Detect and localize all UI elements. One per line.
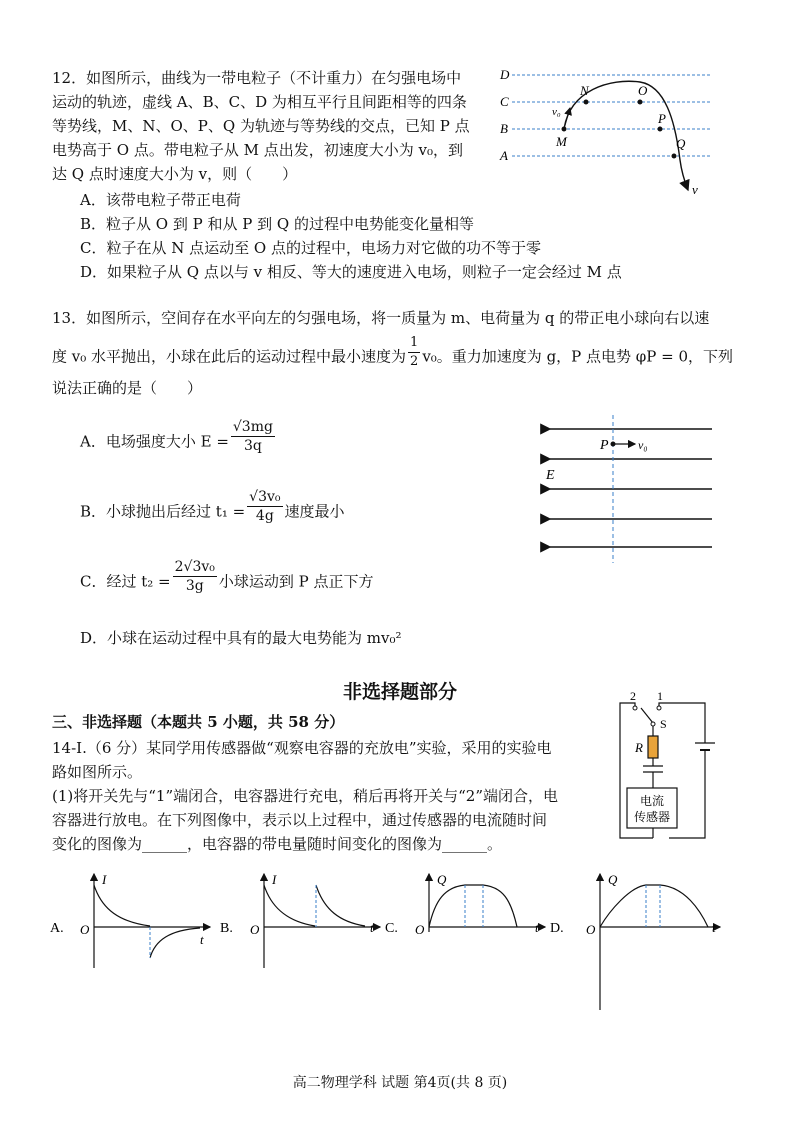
q12-line2: 运动的轨迹，虚线 A、B、C、D 为相互平行且间距相等的四条: [52, 93, 467, 111]
graph-b: [220, 870, 390, 970]
q13-frac-den: 2: [410, 354, 419, 369]
q13-line1: 13．如图所示，空间存在水平向左的匀强电场，将一质量为 m、电荷量为 q 的带正电小球向右以速: [52, 309, 710, 327]
q12-figure: [490, 60, 720, 210]
q12-line4: 电势高于 O 点。带电粒子从 M 点出发，初速度大小为 v₀，到: [52, 141, 463, 159]
q13-line2: [52, 335, 734, 371]
q13-optb-num: √3v₀: [249, 489, 281, 505]
label-d: D: [500, 67, 510, 82]
graph-c-label: C.: [385, 921, 398, 936]
graph-d-label: D.: [550, 921, 564, 936]
graph-a-xaxis: t: [200, 932, 204, 947]
q13-opta-text: A．电场强度大小 E =: [80, 432, 229, 451]
graph-d: [550, 870, 730, 1020]
q13-opta-num: √3mg: [232, 419, 273, 435]
q13-frac-num: 1: [408, 334, 420, 353]
q13-optb-fraction: [247, 488, 282, 525]
label-p: P: [658, 111, 666, 126]
q12-line5: 达 Q 点时速度大小为 v，则（ ）: [52, 165, 298, 183]
q14-line3: (1)将开关先与“1”端闭合，电容器进行充电，稍后再将开关与“2”端闭合，电: [52, 787, 559, 805]
graph-a: [50, 870, 220, 970]
label-o: O: [638, 83, 648, 98]
graph-d-xaxis: t: [712, 920, 716, 935]
label-v0: v₀: [552, 106, 561, 118]
graph-a-origin: O: [80, 922, 90, 937]
q13-line2a: 度 v₀ 水平抛出，小球在此后的运动过程中最小速度为: [52, 347, 407, 366]
q12-option-b: B．粒子从 O 到 P 和从 P 到 Q 的过程中电势能变化量相等: [80, 215, 474, 233]
q13-fraction: [408, 334, 420, 371]
label-v: v: [692, 182, 698, 197]
q14-circuit: [605, 688, 720, 848]
switch-label: S: [660, 717, 667, 731]
label-p: P: [600, 438, 609, 453]
label-c: C: [500, 94, 509, 109]
label-q: Q: [676, 136, 686, 151]
field-lines: [550, 429, 712, 547]
q13-optb-den: 4g: [255, 508, 274, 524]
graph-c-xaxis: t: [535, 920, 539, 935]
q13-optc-text: C．经过 t₂ =: [80, 572, 171, 591]
q13-option-b: [80, 489, 345, 525]
section-heading: 三、非选择题（本题共 5 小题，共 58 分）: [52, 713, 345, 731]
point-o: [638, 100, 643, 105]
q12-option-a: A．该带电粒子带正电荷: [80, 191, 241, 209]
q13-option-d: D．小球在运动过程中具有的最大电势能为 mv₀²: [80, 629, 402, 647]
section-title: 非选择题部分: [342, 681, 457, 703]
q13-optc-den: 3g: [185, 578, 204, 594]
q13-optb-post: 速度最小: [284, 502, 345, 521]
graph-b-xaxis: t: [370, 920, 374, 935]
point-p: [658, 127, 663, 132]
point-p: [611, 442, 616, 447]
graph-c: [385, 870, 560, 970]
graph-c-yaxis: Q: [437, 872, 447, 887]
q14-line4: 容器进行放电。在下列图像中，表示以上过程中，通过传感器的电流随时间: [52, 811, 548, 829]
q13-optc-fraction: [173, 558, 217, 595]
q14-line2: 路如图所示。: [52, 763, 143, 781]
q12-line1: 12．如图所示，曲线为一带电粒子（不计重力）在匀强电场中: [52, 69, 462, 87]
q13-opta-den: 3q: [243, 438, 262, 454]
terminal-1: 1: [657, 689, 663, 703]
label-m: M: [556, 134, 567, 149]
q13-option-c: [80, 559, 374, 595]
q13-line3: 说法正确的是（ ）: [52, 379, 203, 397]
q13-optc-post: 小球运动到 P 点正下方: [218, 572, 374, 591]
q14-line5: 变化的图像为______，电容器的带电量随时间变化的图像为______。: [52, 835, 503, 853]
graph-c-origin: O: [415, 922, 425, 937]
label-a: A: [500, 148, 508, 163]
point-q: [672, 154, 677, 159]
q14-line1: 14-I.（6 分）某同学用传感器做“观察电容器的充放电”实验，采用的实验电: [52, 739, 552, 757]
sensor-label-1: 电流: [639, 794, 665, 808]
q13-opta-fraction: [231, 418, 275, 455]
q13-option-a: [80, 419, 277, 455]
v0-arrow: [564, 108, 570, 129]
graph-b-label: B.: [220, 921, 233, 936]
label-v0: v₀: [638, 438, 648, 452]
graph-a-label: A.: [50, 921, 64, 936]
resistor-label: R: [635, 740, 643, 755]
q13-figure: [540, 415, 720, 565]
label-e: E: [546, 468, 555, 483]
label-b: B: [500, 121, 508, 136]
terminal-2: 2: [630, 689, 636, 703]
q13-optc-num: 2√3v₀: [174, 559, 215, 575]
label-n: N: [580, 83, 589, 98]
sensor-label-2: 传感器: [633, 810, 671, 824]
q13-optb-text: B．小球抛出后经过 t₁ =: [80, 502, 246, 521]
graph-b-yaxis: I: [272, 872, 277, 887]
graph-b-origin: O: [250, 922, 260, 937]
graph-d-yaxis: Q: [608, 872, 618, 887]
page-footer: 高二物理学科 试题 第4页(共 8 页): [292, 1075, 508, 1091]
point-m: [562, 127, 567, 132]
point-n: [584, 100, 589, 105]
q12-option-c: C．粒子在从 N 点运动至 O 点的过程中，电场力对它做的功不等于零: [80, 239, 541, 257]
q13-line2b: v₀。重力加速度为 g，P 点电势 φP = 0，下列: [422, 347, 734, 366]
graph-d-origin: O: [586, 922, 596, 937]
graph-a-yaxis: I: [102, 872, 107, 887]
q12-line3: 等势线，M、N、O、P、Q 为轨迹与等势线的交点，已知 P 点: [52, 117, 470, 135]
q12-option-d: D．如果粒子从 Q 点以与 v 相反、等大的速度进入电场，则粒子一定会经过 M 点: [80, 263, 622, 281]
